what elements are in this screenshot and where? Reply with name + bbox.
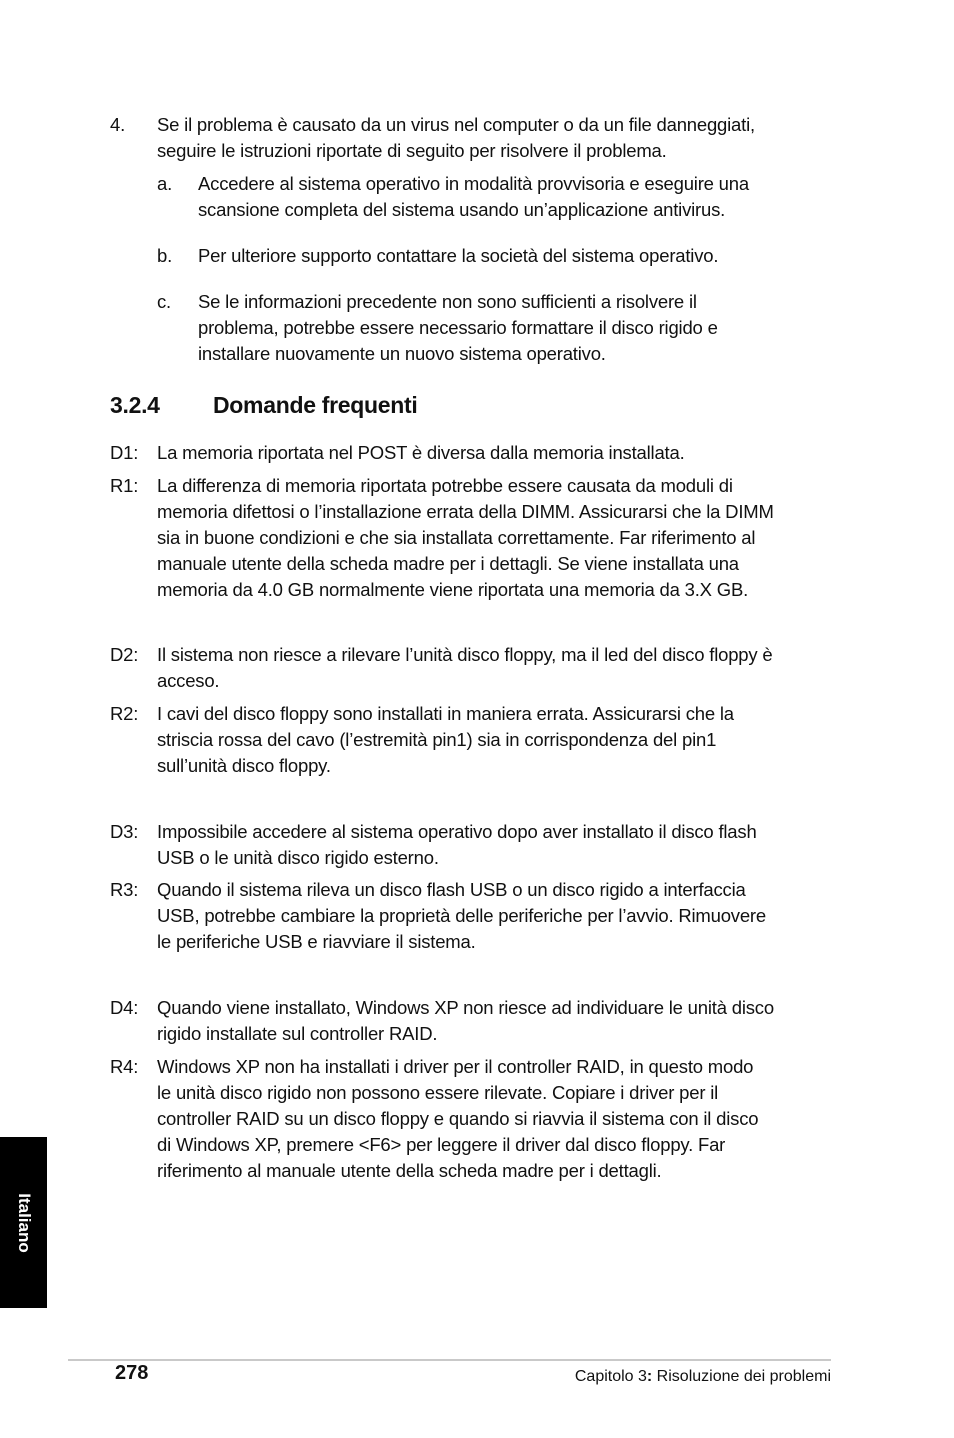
faq-text [157,877,837,955]
text-line: USB o le unità disco rigido esterno. [157,847,439,868]
sub-list-letter: b. [157,245,173,266]
faq-label: R2: [110,703,139,724]
text-line: scansione completa del sistema usando un’applicazione antivirus. [198,199,726,220]
text-line: Quando viene installato, Windows XP non riesce ad individuare le unità disco [157,997,774,1018]
text-line: sia in buone condizioni e che sia installata correttamente. Far riferimento al [157,527,756,548]
sub-list-text [198,289,838,367]
chapter-prefix: Capitolo 3 [574,1368,647,1385]
text-line: di Windows XP, premere <F6> per leggere il driver dal disco floppy. Far [157,1134,726,1155]
section-title: Domande frequenti [213,392,418,418]
list-item-text [157,112,837,164]
language-side-tab [0,1137,47,1308]
faq-label: R1: [110,475,139,496]
text-line: controller RAID su un disco floppy e quando si riavvia il sistema con il disco [157,1108,759,1129]
text-line: le periferiche USB e riavviare il sistema. [157,931,476,952]
text-line: Windows XP non ha installati i driver per il controller RAID, in questo modo [157,1056,754,1077]
footer-divider [68,1359,831,1361]
text-line: La memoria riportata nel POST è diversa dalla memoria installata. [157,442,685,463]
faq-text [157,1054,837,1184]
text-line: striscia rossa del cavo (l’estremità pin1) sia in corrispondenza del pin1 [157,729,717,750]
text-line: manuale utente della scheda madre per i dettagli. Se viene installata una [157,553,739,574]
running-footer [575,1368,831,1386]
text-line: Se il problema è causato da un virus nel computer o da un file danneggiati, [157,114,755,135]
text-line: sull’unità disco floppy. [157,755,331,776]
text-line: le unità disco rigido non possono essere rilevate. Copiare i driver per il [157,1082,719,1103]
text-line: problema, potrebbe essere necessario formattare il disco rigido e [198,317,718,338]
section-number: 3.2.4 [110,392,160,418]
chapter-title: Risoluzione dei problemi [652,1368,831,1385]
faq-text [157,473,837,603]
text-line: memoria da 4.0 GB normalmente viene riportata una memoria da 3.X GB. [157,579,749,600]
text-line: Il sistema non riesce a rilevare l’unità disco floppy, ma il led del disco floppy è [157,644,773,665]
sub-list-text [198,171,838,223]
faq-label: D4: [110,997,139,1018]
text-line: riferimento al manuale utente della scheda madre per i dettagli. [157,1160,662,1181]
text-line: memoria difettosi o l’installazione errata della DIMM. Assicurarsi che la DIMM [157,501,774,522]
faq-text [157,701,837,779]
text-line: Impossibile accedere al sistema operativo dopo aver installato il disco flash [157,821,757,842]
sub-list-letter: a. [157,173,173,194]
text-line: Per ulteriore supporto contattare la società del sistema operativo. [198,245,719,266]
sub-list-letter: c. [157,291,171,312]
text-line: acceso. [157,670,220,691]
sub-list-text [198,243,838,269]
faq-text [157,995,837,1047]
faq-text [157,819,837,871]
text-line: Accedere al sistema operativo in modalità provvisoria e eseguire una [198,173,749,194]
faq-label: D1: [110,442,139,463]
text-line: seguire le istruzioni riportate di seguito per risolvere il problema. [157,140,667,161]
text-line: Quando il sistema rileva un disco flash USB o un disco rigido a interfaccia [157,879,746,900]
faq-text [157,642,837,694]
faq-text [157,440,837,466]
language-label: Italiano [14,1192,34,1253]
text-line: USB, potrebbe cambiare la proprietà delle periferiche per l’avvio. Rimuovere [157,905,766,926]
faq-label: R4: [110,1056,139,1077]
text-line: rigido installate sul controller RAID. [157,1023,438,1044]
chapter-separator: : [646,1368,653,1385]
text-line: installare nuovamente un nuovo sistema operativo. [198,343,606,364]
text-line: La differenza di memoria riportata potrebbe essere causata da moduli di [157,475,733,496]
faq-label: D2: [110,644,139,665]
faq-label: D3: [110,821,139,842]
text-line: I cavi del disco floppy sono installati in maniera errata. Assicurarsi che la [157,703,734,724]
list-number: 4. [110,114,126,135]
text-line: Se le informazioni precedente non sono sufficienti a risolvere il [198,291,697,312]
page-number: 278 [115,1362,149,1384]
faq-label: R3: [110,879,139,900]
